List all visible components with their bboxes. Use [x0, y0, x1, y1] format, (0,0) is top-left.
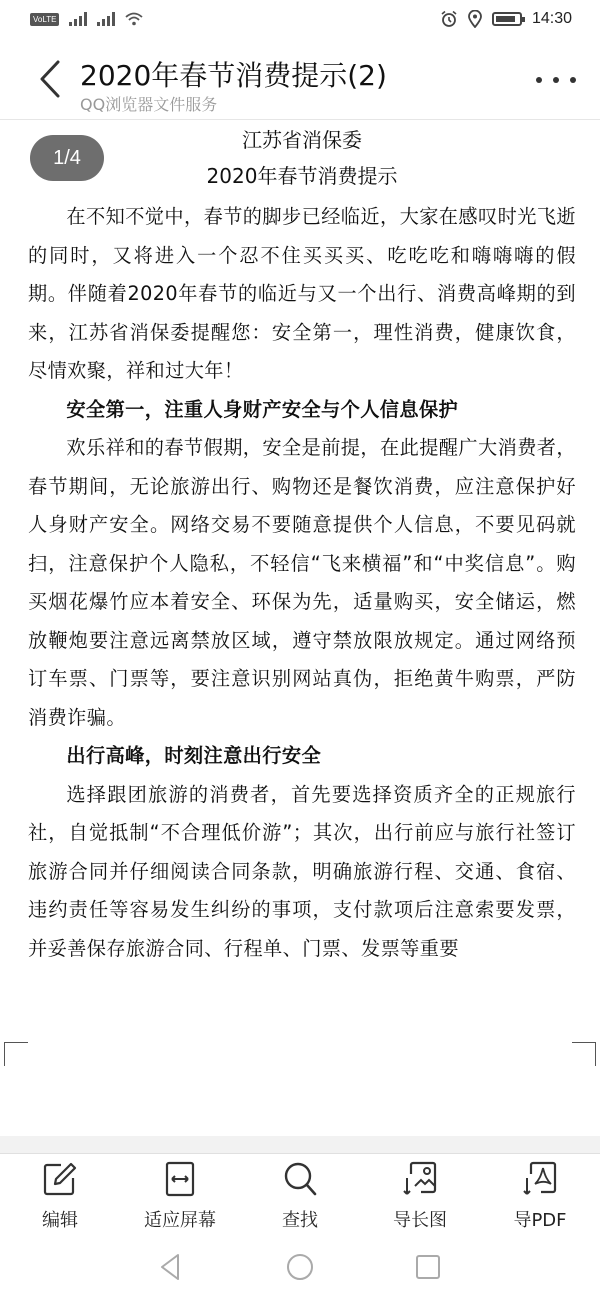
- nav-back-icon[interactable]: [156, 1252, 186, 1282]
- find-label: 查找: [282, 1210, 318, 1231]
- fit-screen-button[interactable]: [120, 1154, 240, 1234]
- more-dots-icon[interactable]: [536, 68, 576, 92]
- bottom-toolbar: [0, 1154, 600, 1234]
- fit-screen-icon: [161, 1160, 199, 1198]
- paragraph-travel: 选择跟团旅游的消费者，首先要选择资质齐全的正规旅行社，自觉抵制“不合理低价游”；其次，出行前应与旅行社签订旅游合同并仔细阅读合同条款，明确旅游行程、交通、食宿、违约责任等容易发生纠纷的事项，支付款项后注意索要发票，并妥善保存旅游合同、行程单、门票、发票等重要: [28, 782, 576, 960]
- battery-fill: [496, 16, 515, 22]
- paragraph-intro: 在不知不觉中，春节的脚步已经临近，大家在感叹时光飞逝的同时，又将进入一个忍不住买买买、吃吃吃和嗨嗨嗨的假期。伴随着2020年春节的临近与又一个出行、消费高峰期的到来，江苏省消保委提醒您：安全第一，理性消费，健康饮食，尽情欢聚，祥和过大年！: [28, 205, 576, 382]
- page-subtitle: QQ浏览器文件服务: [80, 95, 218, 114]
- alarm-icon: [440, 10, 458, 28]
- signal-icon: [69, 12, 87, 26]
- battery-icon: [492, 12, 522, 26]
- find-button[interactable]: [240, 1154, 360, 1234]
- paragraph-safety: 欢乐祥和的春节假期，安全是前提，在此提醒广大消费者，春节期间，无论旅游出行、购物还是餐饮消费，应注意保护好人身财产安全。网络交易不要随意提供个人信息，不要见码就扫，注意保护个人隐私，不轻信“飞来横福”和“中奖信息”。购买烟花爆竹应本着安全、环保为先，适量购买，安全储运，燃放鞭炮要注意远离禁放区域，遵守禁放限放规定。通过网络预订车票、门票等，要注意识别网站真伪，拒绝黄牛购票，严防消费诈骗。: [28, 436, 576, 729]
- section-heading-travel: 出行高峰，时刻注意出行安全: [66, 744, 322, 767]
- document-page: [28, 121, 576, 968]
- page-separator: [0, 1136, 600, 1154]
- volte-badge: VoLTE: [30, 13, 59, 26]
- fit-screen-label: 适应屏幕: [144, 1210, 216, 1231]
- page-corner-mark: [572, 1042, 596, 1066]
- document-viewer[interactable]: [0, 121, 600, 1136]
- document-heading-title: 2020年春节消费提示: [206, 164, 398, 188]
- edit-button[interactable]: [0, 1154, 120, 1234]
- nav-recents-icon[interactable]: [413, 1252, 443, 1282]
- search-icon: [281, 1160, 319, 1198]
- dot: [570, 77, 576, 83]
- export-pdf-icon: [521, 1160, 559, 1198]
- export-long-image-button[interactable]: [360, 1154, 480, 1234]
- dot: [536, 77, 542, 83]
- status-time: 14:30: [531, 10, 572, 27]
- edit-label: 编辑: [42, 1210, 78, 1231]
- wifi-icon: [125, 12, 143, 26]
- location-icon: [468, 10, 482, 28]
- status-right: [440, 10, 572, 28]
- page-indicator: 1/4: [30, 135, 104, 181]
- export-image-icon: [401, 1160, 439, 1198]
- export-long-image-label: 导长图: [393, 1210, 447, 1231]
- page-title: 2020年春节消费提示(2): [80, 59, 387, 92]
- export-pdf-button[interactable]: [480, 1154, 600, 1234]
- export-pdf-label: 导PDF: [513, 1210, 567, 1231]
- nav-home-icon[interactable]: [285, 1252, 315, 1282]
- section-heading-safety: 安全第一，注重人身财产安全与个人信息保护: [66, 397, 459, 421]
- system-nav-bar: [0, 1234, 600, 1300]
- edit-icon: [41, 1160, 79, 1198]
- status-left: [30, 12, 143, 26]
- chevron-left-icon[interactable]: [30, 54, 70, 104]
- title-bar: [0, 40, 600, 120]
- status-bar: [0, 0, 600, 40]
- document-heading-org: 江苏省消保委: [242, 128, 362, 152]
- dot: [553, 77, 559, 83]
- signal-icon-2: [97, 12, 115, 26]
- page-corner-mark: [4, 1042, 28, 1066]
